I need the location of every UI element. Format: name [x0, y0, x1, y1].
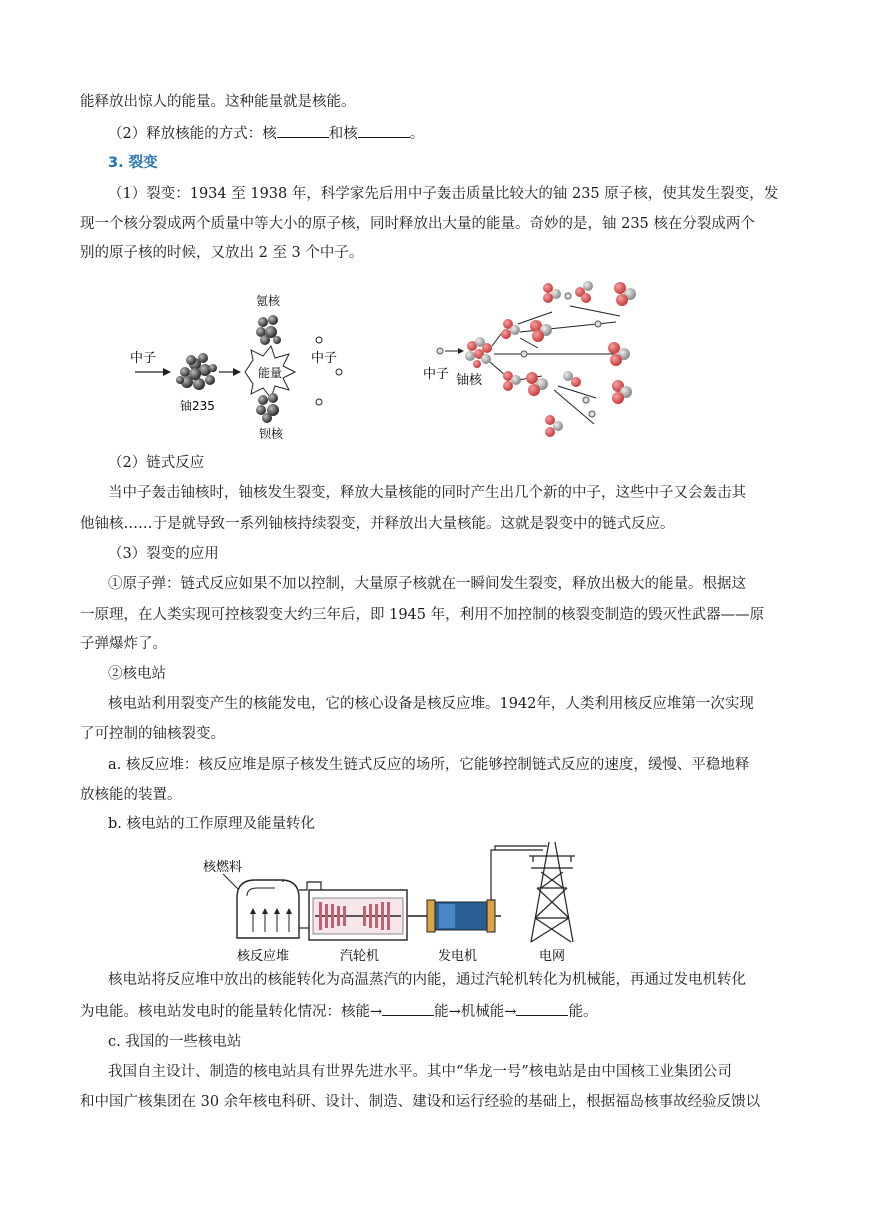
paragraph-line: 现一个核分裂成两个质量中等大小的原子核，同时释放出大量的能量。奇妙的是，铀 235 核在分裂成两个 [80, 216, 755, 232]
paragraph-line: （2）链式反应 [108, 455, 205, 471]
energy-conversion-line [80, 1001, 597, 1022]
energy-label: 能量 [258, 366, 283, 380]
text-fragment: （2）释放核能的方式：核 [108, 126, 277, 142]
text-fragment: 和核 [328, 126, 358, 142]
paragraph-line: 能释放出惊人的能量。这种能量就是核能。 [80, 94, 356, 110]
reactor-vessel [237, 880, 299, 938]
paragraph-line: 了可控制的铀核裂变。 [80, 726, 225, 742]
nucleus-cluster [563, 371, 581, 387]
nucleus-cluster [614, 282, 636, 306]
paragraph-line: 核电站将反应堆中放出的核能转化为高温蒸汽的内能，通过汽轮机转化为机械能，再通过发电机转化 [108, 972, 746, 988]
fuel-label: 核燃料 [203, 860, 243, 875]
blank-2 [358, 123, 410, 138]
neutron-out [316, 337, 322, 343]
paragraph-line: b. 核电站的工作原理及能量转化 [108, 816, 315, 832]
paragraph-line: a. 核反应堆：核反应堆是原子核发生链式反应的场所，它能够控制链式反应的速度，缓慢、平稳地释 [108, 757, 750, 773]
paragraph-line: ①原子弹：链式反应如果不加以控制，大量原子核就在一瞬间发生裂变，释放出极大的能量。根据这 [108, 576, 746, 592]
text-fragment: 为电能。核电站发电时的能量转化情况：核能→ [80, 1004, 383, 1020]
transmission-tower [529, 842, 575, 942]
blank-4 [516, 1001, 568, 1016]
arrowhead [163, 368, 171, 376]
reactor-label: 核反应堆 [237, 949, 290, 964]
arrowhead [233, 368, 241, 376]
uranium-nucleus [176, 353, 217, 390]
paragraph-line: 他铀核……于是就导致一系列铀核持续裂变，并释放出大量核能。这就是裂变中的链式反应。 [80, 516, 675, 532]
paragraph-line: （1）裂变：1934 至 1938 年，科学家先后用中子轰击质量比较大的铀 235 原子核，使其发生裂变，发 [108, 186, 779, 202]
neutron-label: 中子 [130, 351, 157, 366]
neutron-out [316, 399, 322, 405]
paragraph-line: 放核能的装置。 [80, 787, 182, 803]
barium-label: 钡核 [259, 427, 284, 441]
nucleus-cluster [530, 320, 552, 342]
paragraph-line: 我国自主设计、制造的核电站具有世界先进水平。其中“华龙一号”核电站是由中国核工业集团公司 [108, 1064, 732, 1080]
paragraph-line: ②核电站 [108, 666, 166, 682]
paragraph-line: c. 我国的一些核电站 [108, 1034, 242, 1050]
neutron-out [336, 369, 342, 375]
nucleus-cluster [501, 319, 520, 339]
paragraph-line: 和中国广核集团在 30 余年核电科研、设计、制造、建设和运行经验的基础上，根据福岛核事故经验反馈以 [80, 1094, 761, 1110]
neutron-out-label: 中子 [311, 351, 338, 366]
nucleus-label: 铀核 [456, 373, 483, 388]
neutron-label: 中子 [423, 367, 450, 382]
nucleus-cluster [503, 371, 521, 391]
power-plant-diagram [195, 838, 595, 964]
paragraph-line: 一原理，在人类实现可控核裂变大约三年后，即 1945 年，利用不加控制的核裂变制造的毁灭性武器——原 [80, 607, 765, 623]
blank-1 [277, 123, 329, 138]
paragraph-line: 别的原子核的时候，又放出 2 至 3 个中子。 [80, 245, 364, 261]
paragraph-line: 当中子轰击铀核时，铀核发生裂变，释放大量核能的同时产生出几个新的中子，这些中子又会轰击其 [108, 485, 746, 501]
text-fragment: 能→机械能→ [434, 1004, 517, 1020]
nucleus-cluster [545, 415, 563, 437]
release-methods-line [108, 123, 424, 144]
text-fragment: 。 [409, 126, 425, 142]
fission-diagram [125, 288, 355, 448]
nucleus-cluster [465, 337, 492, 368]
chain-reaction-diagram [420, 272, 655, 447]
generator-label: 发电机 [438, 949, 478, 964]
generator [427, 900, 501, 932]
section-heading: 3. 裂变 [108, 155, 158, 171]
power-line [491, 846, 547, 900]
grid-label: 电网 [539, 949, 566, 964]
blank-3 [382, 1001, 434, 1016]
turbine [309, 890, 427, 940]
text-fragment: 能。 [568, 1004, 598, 1020]
neutron [437, 348, 443, 354]
uranium-label: 铀235 [180, 399, 215, 413]
barium-nucleus [256, 393, 279, 423]
nucleus-cluster [612, 380, 632, 404]
nucleus-cluster [575, 281, 593, 303]
paragraph-line: 子弹爆炸了。 [80, 636, 167, 652]
paragraph-line: （3）裂变的应用 [108, 546, 219, 562]
nucleus-cluster [526, 372, 548, 396]
nucleus-cluster [543, 283, 561, 303]
paragraph-line: 核电站利用裂变产生的核能发电，它的核心设备是核反应堆。1942年，人类利用核反应堆第一次实现 [108, 696, 754, 712]
krypton-nucleus [256, 315, 281, 345]
turbine-label: 汽轮机 [340, 949, 380, 964]
krypton-label: 氪核 [256, 294, 281, 308]
